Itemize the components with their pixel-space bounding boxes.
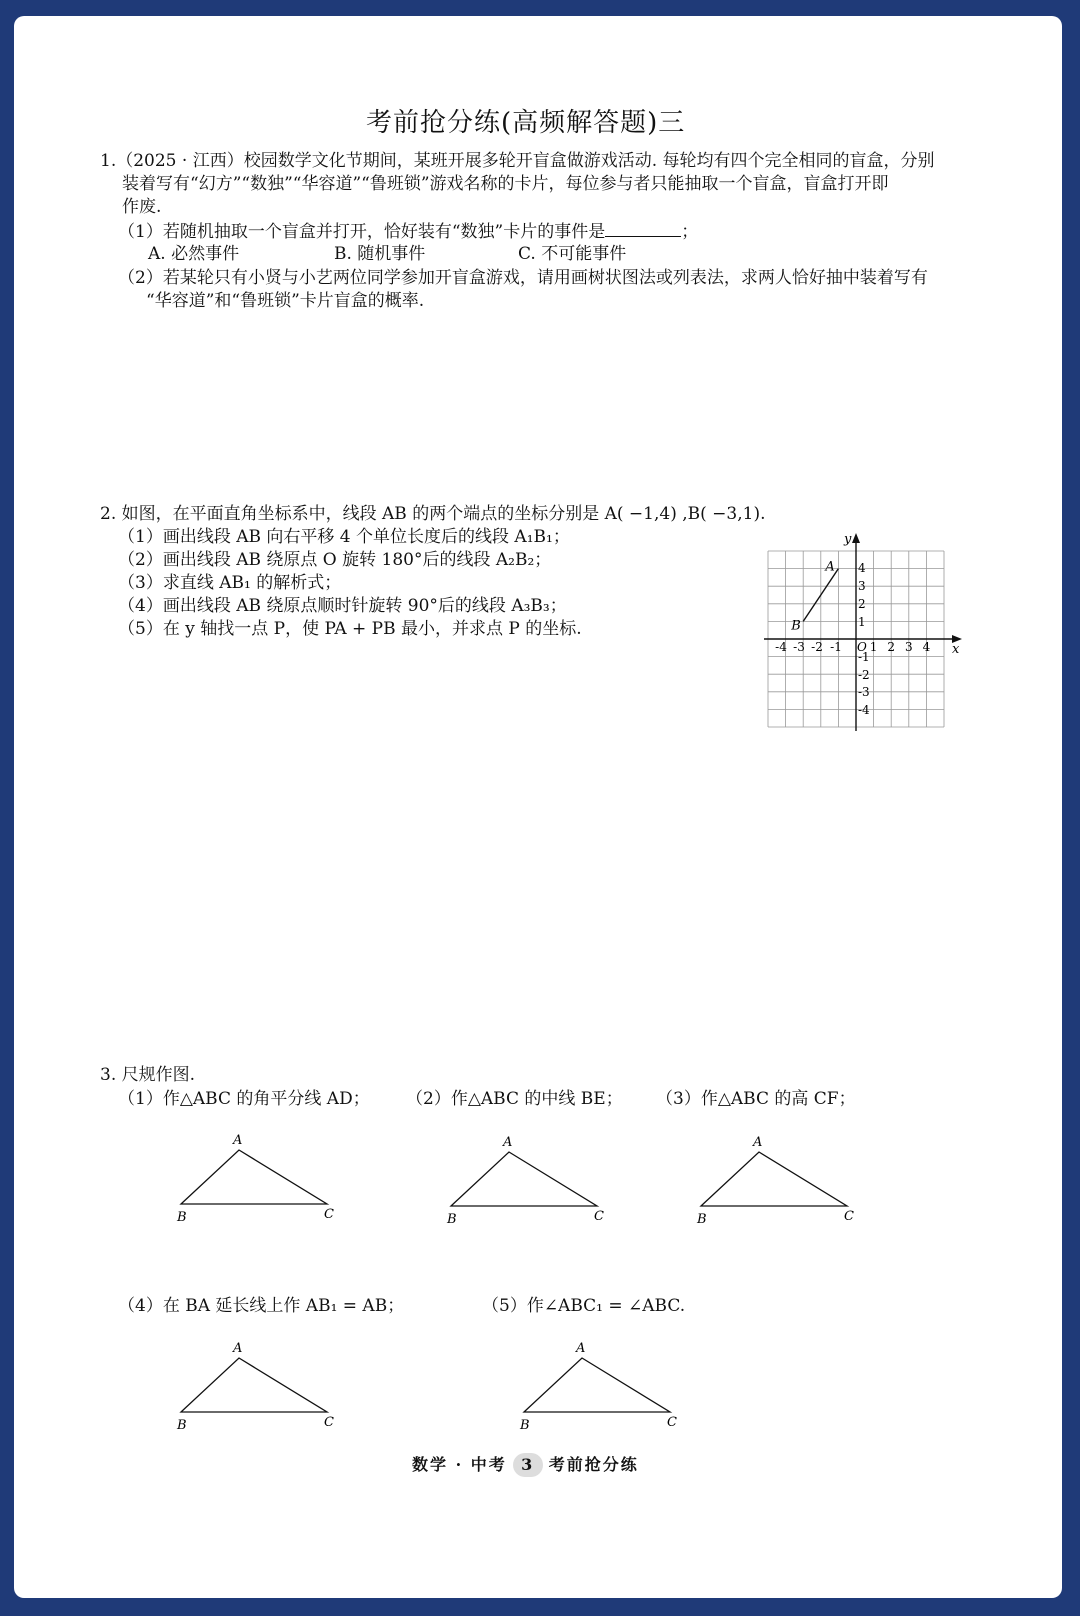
y-tick: -3 <box>858 685 870 699</box>
x-tick: 1 <box>869 640 878 654</box>
q3-part2: （2）作△ABC 的中线 BE； <box>406 1089 623 1109</box>
q3-part3: （3）作△ABC 的高 CF； <box>656 1089 856 1109</box>
y-tick: -1 <box>858 650 870 664</box>
q3-stem: 3. 尺规作图. <box>100 1065 196 1085</box>
q2-stem: 2. 如图，在平面直角坐标系中，线段 AB 的两个端点的坐标分别是 A( −1,4) ,B( −3,1). <box>100 504 766 524</box>
x-tick: -3 <box>793 640 805 654</box>
q2-part5: （5）在 y 轴找一点 P，使 PA + PB 最小，并求点 P 的坐标. <box>118 619 582 639</box>
q1-part2-line2: “华容道”和“鲁班锁”卡片盲盒的概率. <box>146 291 425 311</box>
x-tick: 4 <box>922 640 931 654</box>
vertex-c-label: C <box>324 1207 334 1222</box>
q1-part1-end: ； <box>681 222 699 242</box>
q2-part2: （2）画出线段 AB 绕原点 O 旋转 180°后的线段 A₂B₂； <box>118 550 552 570</box>
q1-stem-line1: 1.（2025 · 江西）校园数学文化节期间，某班开展多轮开盲盒做游戏活动. 每轮均有四个完全相同的盲盒，分别 <box>100 151 935 171</box>
point-a-label: A <box>825 559 835 575</box>
vertex-a-label: A <box>503 1135 513 1150</box>
x-tick: -4 <box>775 640 787 654</box>
q1-stem-line3: 作废. <box>122 197 162 217</box>
q1-answer-blank <box>605 218 681 237</box>
q1-stem-line2: 装着写有“幻方”“数独”“华容道”“鲁班锁”游戏名称的卡片，每位参与者只能抽取一个盲盒，盲盒打开即 <box>122 174 889 194</box>
vertex-c-label: C <box>667 1415 677 1430</box>
vertex-b-label: B <box>520 1418 530 1433</box>
vertex-c-label: C <box>844 1209 854 1224</box>
q1-option-a: A. 必然事件 <box>148 244 240 264</box>
vertex-b-label: B <box>447 1212 457 1227</box>
q2-part1: （1）画出线段 AB 向右平移 4 个单位长度后的线段 A₁B₁； <box>118 527 570 547</box>
vertex-b-label: B <box>177 1418 187 1433</box>
coordinate-grid <box>764 531 964 731</box>
page-title: 考前抢分练(高频解答题)三 <box>366 108 686 138</box>
x-tick: 2 <box>887 640 896 654</box>
vertex-a-label: A <box>233 1133 243 1148</box>
triangle-abc-4 <box>169 1334 359 1434</box>
x-tick: -1 <box>830 640 842 654</box>
q1-part1 <box>118 218 698 244</box>
vertex-a-label: A <box>753 1135 763 1150</box>
y-axis-arrow <box>852 533 860 543</box>
vertex-b-label: B <box>697 1212 707 1227</box>
origin-label: O <box>857 640 867 654</box>
triangle-abc-5 <box>512 1334 702 1434</box>
y-tick: 2 <box>858 597 866 611</box>
x-tick: 3 <box>904 640 913 654</box>
page-number: 3 <box>513 1453 543 1477</box>
q1-part1-text: （1）若随机抽取一个盲盒并打开，恰好装有“数独”卡片的事件是 <box>118 222 606 242</box>
q2-part4: （4）画出线段 AB 绕原点顺时针旋转 90°后的线段 A₃B₃； <box>118 596 567 616</box>
point-b-label: B <box>791 618 801 634</box>
triangle-abc-2 <box>439 1128 629 1228</box>
q1-option-b: B. 随机事件 <box>334 244 426 264</box>
y-tick: 1 <box>858 615 866 629</box>
footer-subject: 数学 · 中考 <box>412 1455 507 1474</box>
q3-part5: （5）作∠ABC₁ = ∠ABC. <box>482 1296 686 1316</box>
y-tick: 3 <box>858 579 866 593</box>
y-tick: -4 <box>858 703 870 717</box>
vertex-b-label: B <box>177 1210 187 1225</box>
footer-title: 考前抢分练 <box>548 1455 639 1474</box>
y-tick: -2 <box>858 668 870 682</box>
page-footer <box>412 1452 639 1477</box>
vertex-a-label: A <box>576 1341 586 1356</box>
x-tick-labels <box>775 640 930 654</box>
vertex-c-label: C <box>324 1415 334 1430</box>
x-axis-label: x <box>952 642 960 657</box>
y-axis-label: y <box>844 532 852 547</box>
x-tick: -2 <box>811 640 823 654</box>
y-tick: 4 <box>858 561 866 575</box>
q2-part3: （3）求直线 AB₁ 的解析式； <box>118 573 342 593</box>
q1-option-c: C. 不可能事件 <box>518 244 627 264</box>
triangle-abc-3 <box>689 1128 879 1228</box>
q1-part2-line1: （2）若某轮只有小贤与小艺两位同学参加开盲盒游戏，请用画树状图法或列表法，求两人恰好抽中装着写有 <box>118 268 928 288</box>
q3-part4: （4）在 BA 延长线上作 AB₁ = AB； <box>118 1296 405 1316</box>
worksheet-page <box>14 16 1062 1598</box>
vertex-a-label: A <box>233 1341 243 1356</box>
q3-part1: （1）作△ABC 的角平分线 AD； <box>118 1089 370 1109</box>
vertex-c-label: C <box>594 1209 604 1224</box>
triangle-abc-1 <box>169 1126 359 1226</box>
